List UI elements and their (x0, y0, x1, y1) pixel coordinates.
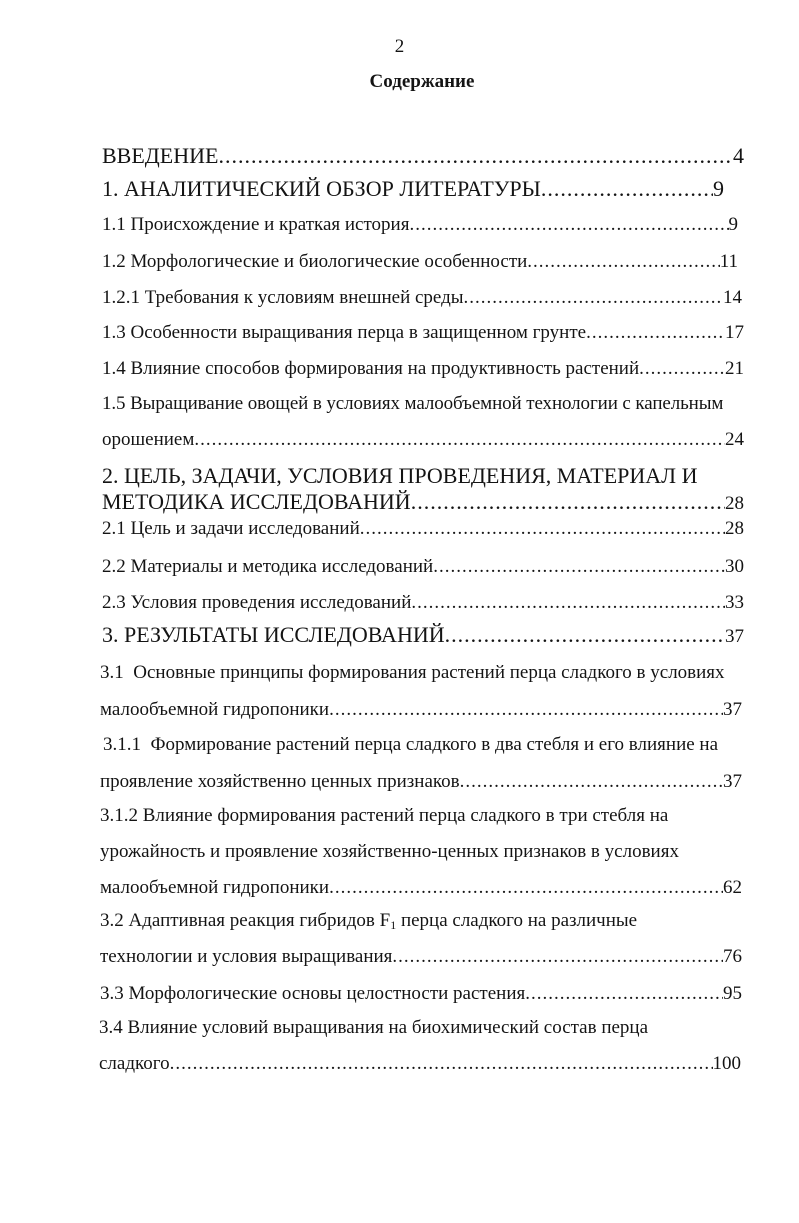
toc-page-number: 100 (712, 1053, 741, 1074)
subscript-1: 1 (390, 918, 397, 932)
toc-entry-text: сладкого (99, 1053, 170, 1074)
toc-page-number: 37 (723, 771, 742, 792)
dot-leader (527, 250, 719, 274)
toc-entry-1-4[interactable] (102, 357, 744, 381)
toc-page-number: 76 (723, 946, 742, 967)
dot-leader (460, 770, 723, 794)
toc-page-number: 17 (725, 322, 744, 343)
dot-leader (445, 622, 725, 648)
dot-leader (392, 945, 723, 969)
toc-entry-text: 1.1 Происхождение и краткая история (102, 214, 410, 235)
dot-leader (170, 1052, 713, 1076)
toc-entry-text: МЕТОДИКА ИССЛЕДОВАНИЙ (102, 489, 411, 514)
toc-page-number: 95 (723, 983, 742, 1004)
toc-entry-text-line1: 3.2 Адаптивная реакция гибридов $F_1$ перца сладкого на различные (100, 910, 638, 932)
page-title: Содержание (369, 71, 475, 92)
toc-entry-3-4[interactable] (99, 1016, 741, 1076)
dot-leader (218, 143, 733, 169)
toc-entry-text: 1.2.1 Требования к условиям внешней среды (102, 287, 464, 308)
toc-entry-3-3[interactable] (100, 982, 742, 1006)
dot-leader (411, 591, 725, 615)
dot-leader (411, 489, 725, 515)
toc-page-number: 37 (723, 699, 742, 720)
page-number: 2 (394, 36, 405, 57)
toc-entry-text-line1: 3.1 Основные принципы формирования растений перца сладкого в условиях (100, 662, 725, 683)
toc-entry-text: 1.4 Влияние способов формирования на продуктивность растений (102, 358, 640, 379)
toc-entry-text: 1. АНАЛИТИЧЕСКИЙ ОБЗОР ЛИТЕРАТУРЫ (102, 176, 541, 201)
toc-entry-2-3[interactable] (102, 591, 744, 615)
toc-entry-3-1-2[interactable] (100, 804, 742, 900)
toc-entry-text: проявление хозяйственно ценных признаков (100, 771, 460, 792)
toc-entry-chapter-3[interactable] (102, 622, 744, 650)
toc-entry-1-2-1[interactable] (102, 286, 744, 310)
toc-page-number: 24 (725, 429, 744, 450)
toc-page-number: 62 (723, 877, 742, 898)
toc-entry-1-2[interactable] (102, 250, 744, 274)
toc-page-number: 21 (725, 358, 744, 379)
toc-entry-text: малообъемной гидропоники (100, 877, 330, 898)
toc-page-number: 37 (725, 626, 744, 647)
toc-entry-text-line1: 2. ЦЕЛЬ, ЗАДАЧИ, УСЛОВИЯ ПРОВЕДЕНИЯ, МАТЕРИАЛ И (102, 463, 698, 488)
dot-leader (464, 286, 723, 310)
toc-entry-1-3[interactable] (102, 321, 744, 345)
dot-leader (433, 555, 725, 579)
toc-entry-3-1[interactable] (100, 661, 742, 722)
dot-leader (541, 176, 713, 202)
toc-entry-2-2[interactable] (102, 555, 744, 579)
toc-page-number: 30 (725, 556, 744, 577)
toc-entry-text: малообъемной гидропоники (100, 699, 330, 720)
toc-entry-text-line1: 1.5 Выращивание овощей в условиях малообъемной технологии с капельным (102, 393, 724, 414)
dot-leader (194, 428, 725, 452)
dot-leader (409, 213, 728, 237)
toc-entry-text: 3.3 Морфологические основы целостности растения (100, 983, 526, 1004)
toc-entry-text: 1.3 Особенности выращивания перца в защищенном грунте (102, 322, 587, 343)
toc-entry-text: 2.3 Условия проведения исследований (102, 592, 412, 613)
toc-entry-1-1[interactable] (102, 213, 744, 237)
toc-entry-text: ВВЕДЕНИЕ (102, 143, 219, 168)
toc-entry-chapter-2[interactable] (102, 463, 744, 517)
toc-entry-3-1-1[interactable] (100, 733, 742, 794)
toc-entry-chapter-1[interactable] (102, 176, 744, 202)
dot-leader (360, 517, 725, 541)
toc-page-number: 14 (723, 287, 742, 308)
toc-entry-text-line1: 3.1.2 Влияние формирования растений перца сладкого в три стебля на (100, 805, 669, 826)
toc-entry-2-1[interactable] (102, 517, 744, 541)
toc-page-number: 28 (725, 493, 744, 514)
dot-leader (329, 876, 723, 900)
toc-page-number: 4 (733, 143, 744, 168)
toc-entry-text: 3. РЕЗУЛЬТАТЫ ИССЛЕДОВАНИЙ (102, 622, 445, 647)
toc-page-number: 28 (725, 518, 744, 539)
toc-entry-text: 2.1 Цель и задачи исследований (102, 518, 360, 539)
toc-entry-text: 2.2 Материалы и методика исследований (102, 556, 434, 577)
toc-entry-text: 1.2 Морфологические и биологические особенности (102, 251, 528, 272)
toc-entry-text-line2: урожайность и проявление хозяйственно-ценных признаков в условиях (100, 841, 679, 862)
toc-entry-text-line1: 3.1.1 Формирование растений перца сладкого в два стебля и его влияние на (103, 734, 719, 755)
dot-leader (329, 698, 723, 722)
dot-leader (525, 982, 723, 1006)
toc-entry-introduction[interactable] (102, 143, 744, 169)
toc-page-number: 11 (719, 251, 738, 272)
toc-page-number: 9 (728, 214, 738, 235)
dot-leader (639, 357, 725, 381)
toc-entry-1-5[interactable] (102, 392, 744, 452)
toc-page-number: 33 (725, 592, 744, 613)
toc-entry-3-2[interactable] (100, 909, 742, 969)
toc-entry-text: технологии и условия выращивания (100, 946, 393, 967)
toc-entry-text-line1: 3.4 Влияние условий выращивания на биохимический состав перца (99, 1017, 649, 1038)
toc-entry-text: орошением (102, 429, 195, 450)
toc-page-number: 9 (713, 176, 724, 201)
dot-leader (586, 321, 725, 345)
